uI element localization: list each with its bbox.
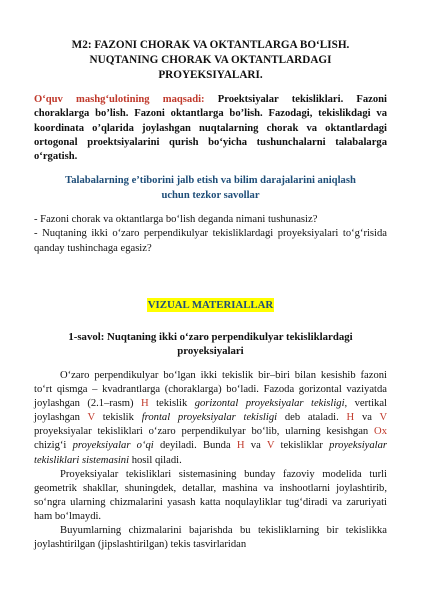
title-line-1: M2: FAZONI CHORAK VA OKTANTLARGA BO‘LISH. bbox=[71, 39, 350, 51]
symbol-h: H bbox=[236, 440, 245, 452]
question-1-line-2: proyeksiyalari bbox=[177, 345, 244, 358]
p1-text-11: tekisliklar bbox=[274, 440, 330, 452]
quick-question-2: - Nuqtaning ikki o‘zaro perpendikulyar tekisliklardagi proyeksiyalari to‘g‘risida qanday tushinchaga egasiz? bbox=[34, 228, 387, 254]
p1-text-2: tekislik bbox=[148, 398, 195, 410]
paragraph-1 bbox=[34, 369, 387, 468]
p1-text-9: deyiladi. Bunda bbox=[153, 440, 237, 452]
question-1-line-1: 1-savol: Nuqtaning ikki o‘zaro perpendikulyar tekisliklardagi bbox=[68, 330, 353, 343]
title-line-2: NUQTANING CHORAK VA OKTANTLARDAGI bbox=[89, 54, 332, 66]
p1-text-1: O‘zaro perpendikulyar bo‘lgan ikki tekislik bir–biri bilan kesishib fazoni to‘rt qismga – kvadrantlarga (choraklarga) bo‘ladi. Fazoda gorizontal vaziyatda joylashgan (2.1–rasm) bbox=[34, 369, 387, 410]
question-1-heading bbox=[34, 330, 387, 359]
p1-text-3: , vertikal joylashgan bbox=[34, 398, 387, 424]
p1-text-7: proyeksiyalar tekisliklari o‘zaro perpendikulyar bo‘lib, ularning kesishgan bbox=[34, 426, 375, 438]
quick-questions-list bbox=[34, 213, 387, 256]
document-title bbox=[34, 38, 387, 83]
p1-italic-1: gorizontal proyeksiyalar tekisligi bbox=[194, 398, 345, 410]
paragraph-3: Buyumlarning chizmalarini bajarishda bu tekisliklarning bir tekislikka joylashtirilgan (jipslashtirilgan) tekis tasvirlaridan bbox=[34, 525, 387, 551]
quick-questions-heading bbox=[34, 174, 387, 203]
symbol-h: H bbox=[346, 412, 355, 424]
symbol-v: V bbox=[266, 440, 275, 452]
lesson-goal bbox=[34, 93, 387, 164]
quick-question-1: - Fazoni chorak va oktantlarga bo‘lish deganda nimani tushunasiz? bbox=[34, 214, 318, 226]
p1-text-8: chizig‘i bbox=[34, 440, 73, 452]
quick-questions-heading-line-1: Talabalarning e’tiborini jalb etish va bilim darajalarini aniqlash bbox=[65, 175, 356, 187]
p1-text-5: deb ataladi. bbox=[277, 412, 347, 424]
body-text bbox=[34, 369, 387, 552]
goal-text: Proektsiyalar tekisliklari. Fazoni choraklarga bo’lish. Fazoni oktantlarga bo’lish. Fazodagi, tekislikdagi va koordinata o’qlarida joylashgan nuqtalarning chorak va oktantlardagi ortogonal proektsiyalarini qurish bo‘yicha tushunchalarni talabalarga o‘rgatish. bbox=[34, 94, 388, 163]
p1-italic-3: proyeksiyalar o‘qi bbox=[72, 440, 154, 452]
p1-italic-4: proyeksiyalar tekisliklari sistemasini bbox=[34, 440, 387, 466]
p1-text-4: tekislik bbox=[94, 412, 142, 424]
visual-materials-heading bbox=[34, 295, 387, 313]
title-line-3: PROYEKSIYALARI. bbox=[158, 69, 263, 81]
symbol-v: V bbox=[87, 412, 95, 424]
p1-italic-2: frontal proyeksiyalar tekisligi bbox=[141, 412, 278, 424]
p1-text-10: va bbox=[244, 440, 267, 452]
symbol-h: H bbox=[140, 398, 149, 410]
p1-text-6: va bbox=[354, 412, 380, 424]
paragraph-2: Proyeksiyalar tekisliklari sistemasining bunday fazoviy modelida turli geometrik shakllar, shuningdek, detallar, mashina va inshootlarni joylashtirib, so‘ngra ularning chizmalarini yasash katta noqulayliklar tug‘diradi va zaruriyati ham bo‘lmaydi. bbox=[34, 468, 387, 522]
symbol-v: V bbox=[379, 412, 388, 424]
goal-label: O‘quv mashg‘ulotining maqsadi: bbox=[34, 94, 205, 105]
visual-materials-label: VIZUAL MATERIALLAR bbox=[147, 298, 274, 311]
p1-text-12: hosil qiladi. bbox=[129, 454, 182, 466]
quick-questions-heading-line-2: uchun tezkor savollar bbox=[161, 189, 260, 201]
symbol-ox: Ox bbox=[374, 426, 387, 438]
